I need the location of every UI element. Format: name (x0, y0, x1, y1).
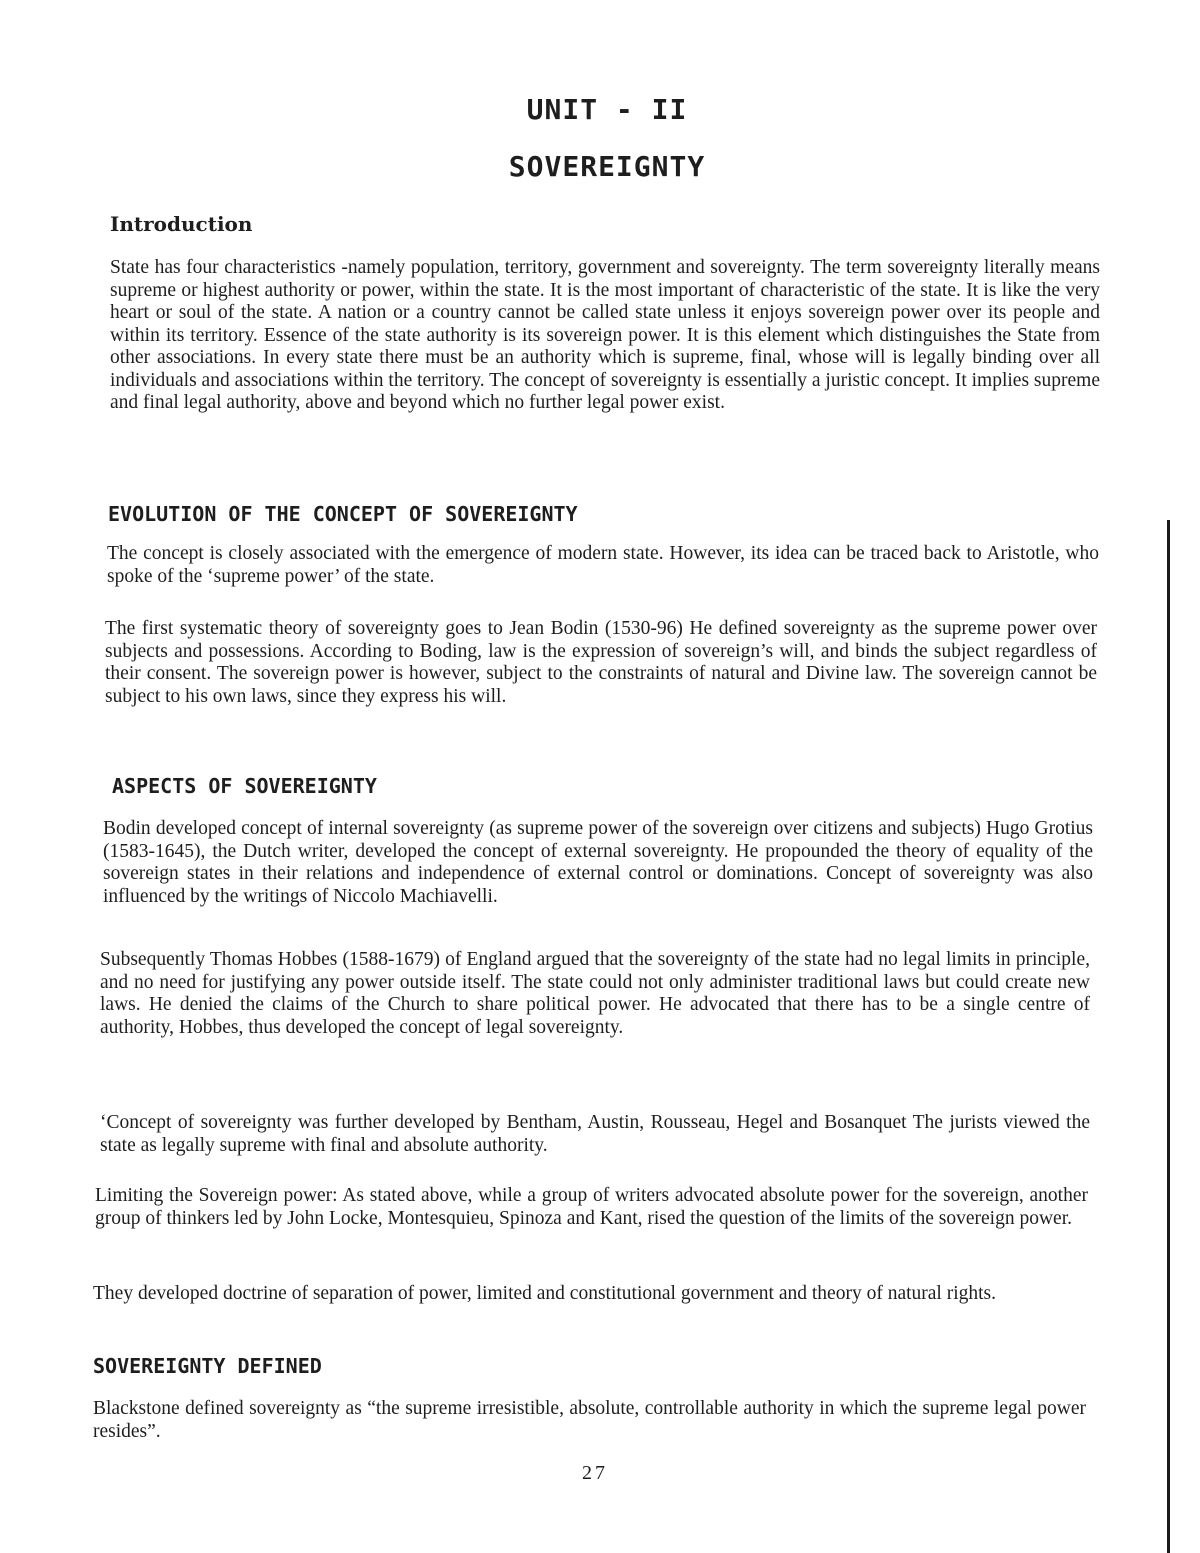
aspects-paragraph-2: Subsequently Thomas Hobbes (1588-1679) of England argued that the sovereignty of the state had no legal limits in principle, and no need for justifying any power outside itself. The state could not only administer traditional laws but could create new laws. He denied the claims of the Church to share political power. He advocated that there has to be a single centre of authority, Hobbes, thus developed the concept of legal sovereignty. (100, 949, 1090, 1038)
aspects-paragraph-1: Bodin developed concept of internal sovereignty (as supreme power of the sovereign over citizens and subjects) Hugo Grotius (1583-1645), the Dutch writer, developed the concept of external sovereignty. He propounded the theory of equality of the sovereign states in their relations and independence of external control or dominations. Concept of sovereignty was also influenced by the writings of Niccolo Machiavelli. (103, 818, 1093, 907)
evolution-paragraph-1: The concept is closely associated with the emergence of modern state. However, its idea can be traced back to Aristotle, who spoke of the ‘supreme power’ of the state. (107, 543, 1099, 587)
evolution-paragraph-2: The first systematic theory of sovereignty goes to Jean Bodin (1530-96) He defined sovereignty as the supreme power over subjects and possessions. According to Boding, law is the expression of sovereign’s will, and binds the subject regardless of their consent. The sovereign power is however, subject to the constraints of natural and Divine law. The sovereign cannot be subject to his own laws, since they express his will. (105, 618, 1097, 707)
introduction-heading: Introduction (110, 212, 253, 236)
aspects-paragraph-4: Limiting the Sovereign power: As stated above, while a group of writers advocated absolute power for the sovereign, another group of thinkers led by John Locke, Montesquieu, Spinoza and Kant, rised the question of the limits of the sovereign power. (95, 1185, 1088, 1229)
aspects-paragraph-3: ‘Concept of sovereignty was further developed by Bentham, Austin, Rousseau, Hegel and Bosanquet The jurists viewed the state as legally supreme with final and absolute authority. (100, 1112, 1090, 1156)
evolution-heading: EVOLUTION OF THE CONCEPT OF SOVEREIGNTY (108, 502, 578, 526)
page-title: SOVEREIGNTY (508, 150, 706, 183)
page-edge-shadow (1167, 520, 1170, 1553)
defined-heading: SOVEREIGNTY DEFINED (93, 1354, 322, 1378)
page-number: 27 (582, 1462, 608, 1484)
aspects-heading: ASPECTS OF SOVEREIGNTY (112, 774, 377, 798)
introduction-paragraph: State has four characteristics -namely population, territory, government and sovereignty. The term sovereignty literally means supreme or highest authority or power, within the state. It is the most important of characteristic of the state. It is like the very heart or soul of the state. A nation or a country cannot be called state unless it enjoys sovereign power over its people and within its territory. Essence of the state authority is its sovereign power. It is this element which distinguishes the State from other associations. In every state there must be an authority which is supreme, final, whose will is legally binding over all individuals and associations within the territory. The concept of sovereignty is essentially a juristic concept. It implies supreme and final legal authority, above and beyond which no further legal power exist. (110, 257, 1100, 413)
unit-title: UNIT - II (526, 93, 688, 126)
aspects-paragraph-5: They developed doctrine of separation of power, limited and constitutional government and theory of natural rights. (93, 1283, 996, 1304)
defined-paragraph: Blackstone defined sovereignty as “the supreme irresistible, absolute, controllable authority in which the supreme legal power resides”. (93, 1398, 1086, 1442)
